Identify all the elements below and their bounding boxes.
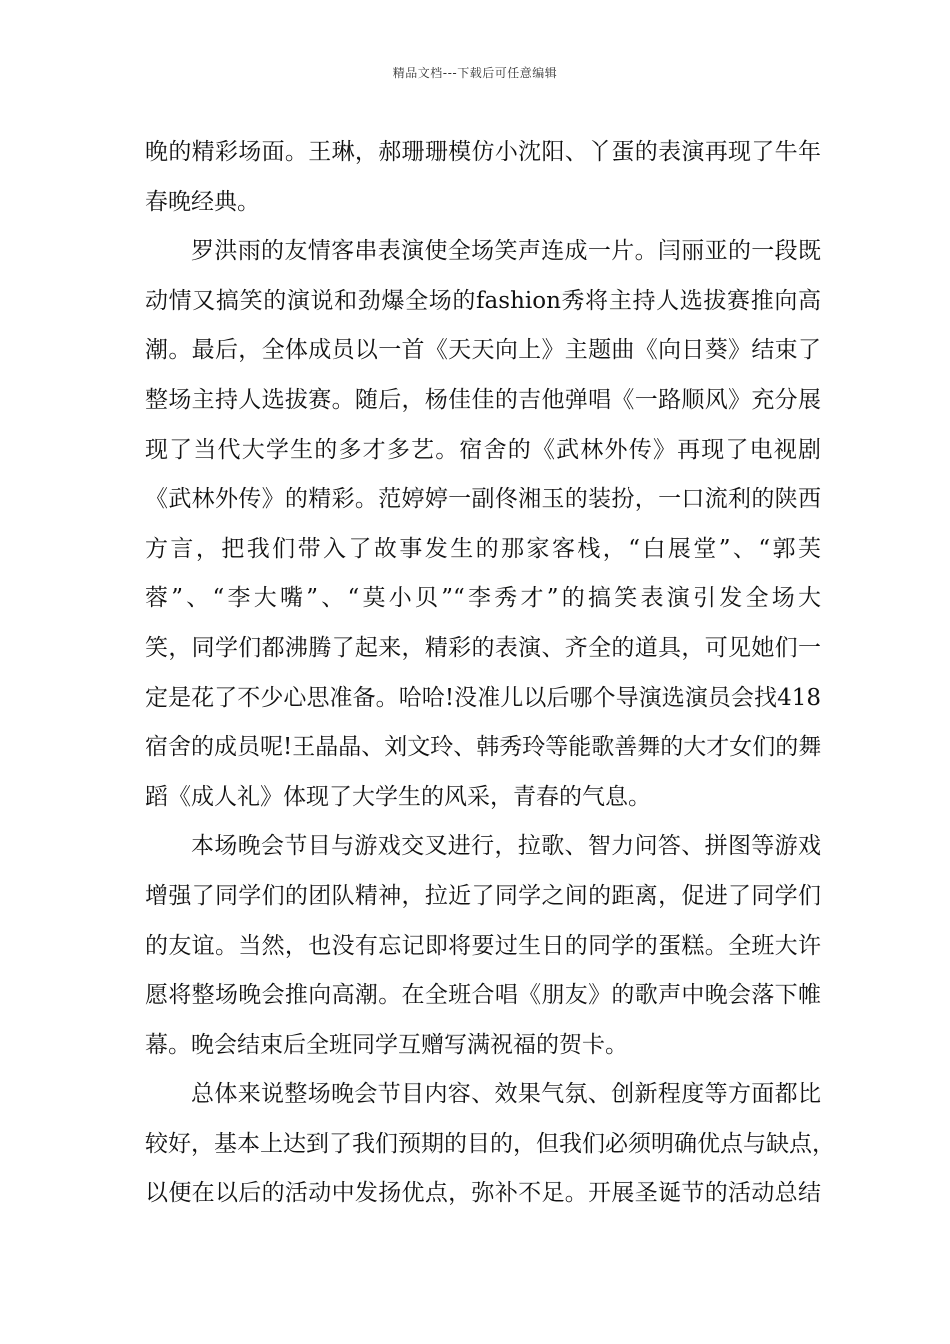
text-line: 较好，基本上达到了我们预期的目的，但我们必须明确优点与缺点，	[145, 1130, 835, 1157]
text-line: 《武林外传》的精彩。范婷婷一副佟湘玉的装扮，一口流利的陕西	[145, 486, 821, 513]
text-line: 宿舍的成员呢!王晶晶、刘文玲、韩秀玲等能歌善舞的大才女们的舞	[145, 734, 822, 761]
text-line: 总体来说整场晚会节目内容、效果气氛、创新程度等方面都比	[191, 1081, 821, 1108]
text-line: 幕。晚会结束后全班同学互赠写满祝福的贺卡。	[145, 1031, 628, 1058]
text-line: 潮。最后，全体成员以一首《天天向上》主题曲《向日葵》结束了	[145, 337, 821, 364]
text-line: 罗洪雨的友情客串表演使全场笑声连成一片。闫丽亚的一段既	[191, 238, 821, 265]
text-line: 方言，把我们带入了故事发生的那家客栈，“白展堂”、“郭芙	[145, 535, 821, 562]
text-line: 笑，同学们都沸腾了起来，精彩的表演、齐全的道具，可见她们一	[145, 634, 821, 661]
text-line: 现了当代大学生的多才多艺。宿舍的《武林外传》再现了电视剧	[145, 436, 821, 463]
text-line: 定是花了不少心思准备。哈哈!没准儿以后哪个导演选演员会找418	[145, 684, 821, 711]
text-line: 春晚经典。	[145, 188, 260, 215]
page-header: 精品文档---下载后可任意编辑	[392, 66, 558, 80]
text-line: 整场主持人选拔赛。随后，杨佳佳的吉他弹唱《一路顺风》充分展	[145, 386, 821, 413]
text-line: 蓉”、“李大嘴”、“莫小贝”“李秀才”的搞笑表演引发全场大	[145, 585, 821, 612]
document-body	[145, 128, 835, 1219]
text-line: 愿将整场晚会推向高潮。在全班合唱《朋友》的歌声中晚会落下帷	[145, 982, 821, 1009]
text-line: 以便在以后的活动中发扬优点，弥补不足。开展圣诞节的活动总结	[145, 1180, 821, 1207]
text-line: 晚的精彩场面。王琳，郝珊珊模仿小沈阳、丫蛋的表演再现了牛年	[145, 139, 821, 165]
text-line: 的友谊。当然，也没有忘记即将要过生日的同学的蛋糕。全班大许	[145, 932, 821, 959]
text-line: 动情又搞笑的演说和劲爆全场的fashion秀将主持人选拔赛推向高	[145, 287, 821, 314]
text-line: 增强了同学们的团队精神，拉近了同学之间的距离，促进了同学们	[145, 882, 821, 909]
text-line: 蹈《成人礼》体现了大学生的风采，青春的气息。	[145, 783, 651, 810]
text-line: 本场晚会节目与游戏交叉进行，拉歌、智力问答、拼图等游戏	[191, 833, 821, 860]
